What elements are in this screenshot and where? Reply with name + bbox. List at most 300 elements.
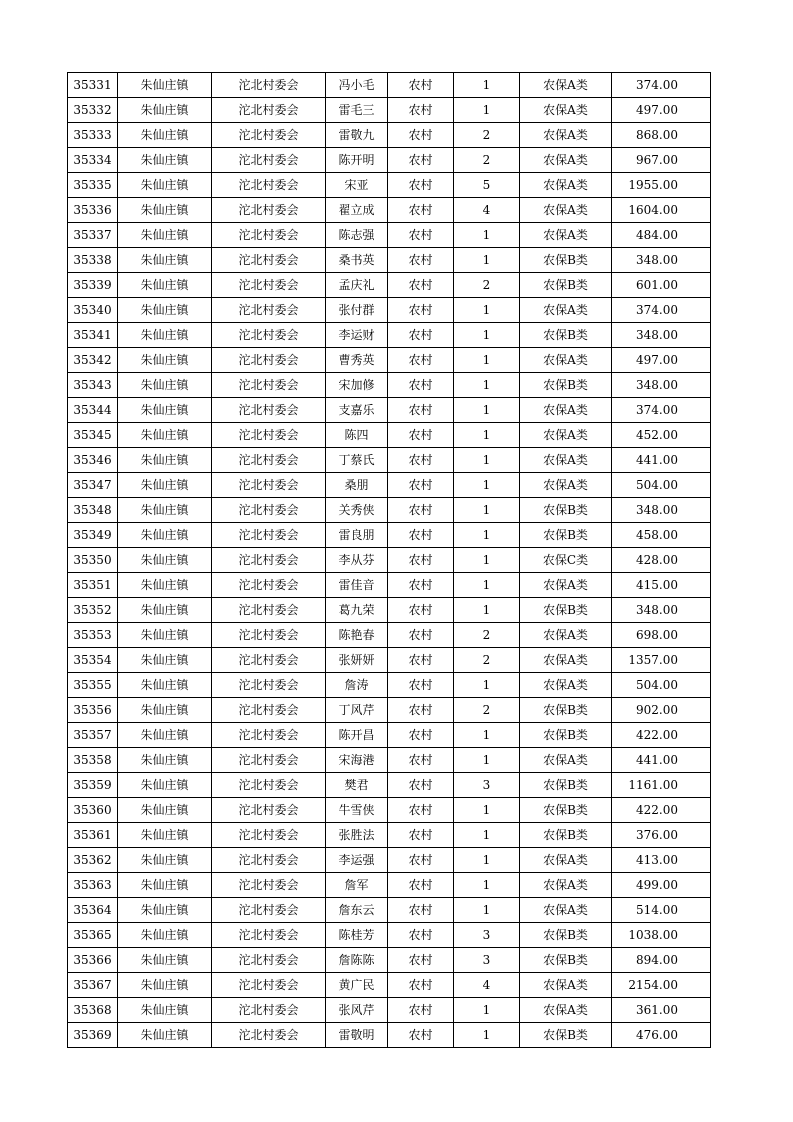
amount-cell: 484.00 [612,223,711,248]
village-committee-cell: 沱北村委会 [212,823,326,848]
household-count-cell: 4 [454,198,520,223]
insurance-category-cell: 农保A类 [520,348,612,373]
village-committee-cell: 沱北村委会 [212,1023,326,1048]
town-cell: 朱仙庄镇 [118,323,212,348]
household-count-cell: 3 [454,948,520,973]
person-name-cell: 雷敬九 [326,123,388,148]
village-committee-cell: 沱北村委会 [212,898,326,923]
household-count-cell: 1 [454,398,520,423]
row-number-cell: 35368 [68,998,118,1023]
table-row [68,823,711,848]
row-number-cell: 35334 [68,148,118,173]
amount-cell: 361.00 [612,998,711,1023]
village-committee-cell: 沱北村委会 [212,598,326,623]
table-row [68,648,711,673]
row-number-cell: 35337 [68,223,118,248]
town-cell: 朱仙庄镇 [118,73,212,98]
person-name-cell: 陈志强 [326,223,388,248]
household-count-cell: 1 [454,348,520,373]
household-count-cell: 1 [454,748,520,773]
insurance-category-cell: 农保B类 [520,698,612,723]
residence-type-cell: 农村 [388,73,454,98]
amount-cell: 348.00 [612,323,711,348]
person-name-cell: 关秀侠 [326,498,388,523]
residence-type-cell: 农村 [388,773,454,798]
row-number-cell: 35336 [68,198,118,223]
household-count-cell: 1 [454,723,520,748]
row-number-cell: 35353 [68,623,118,648]
row-number-cell: 35369 [68,1023,118,1048]
household-count-cell: 1 [454,1023,520,1048]
village-committee-cell: 沱北村委会 [212,873,326,898]
household-count-cell: 1 [454,373,520,398]
town-cell: 朱仙庄镇 [118,873,212,898]
amount-cell: 422.00 [612,723,711,748]
insurance-category-cell: 农保A类 [520,73,612,98]
person-name-cell: 翟立成 [326,198,388,223]
town-cell: 朱仙庄镇 [118,948,212,973]
table-row [68,598,711,623]
insurance-category-cell: 农保A类 [520,673,612,698]
town-cell: 朱仙庄镇 [118,223,212,248]
table-row [68,123,711,148]
town-cell: 朱仙庄镇 [118,598,212,623]
row-number-cell: 35354 [68,648,118,673]
residence-type-cell: 农村 [388,548,454,573]
village-committee-cell: 沱北村委会 [212,723,326,748]
village-committee-cell: 沱北村委会 [212,348,326,373]
town-cell: 朱仙庄镇 [118,473,212,498]
insurance-category-cell: 农保A类 [520,998,612,1023]
table-row [68,148,711,173]
residence-type-cell: 农村 [388,573,454,598]
amount-cell: 1604.00 [612,198,711,223]
insurance-category-cell: 农保A类 [520,448,612,473]
row-number-cell: 35360 [68,798,118,823]
town-cell: 朱仙庄镇 [118,723,212,748]
table-row [68,848,711,873]
amount-cell: 415.00 [612,573,711,598]
household-count-cell: 5 [454,173,520,198]
household-count-cell: 1 [454,298,520,323]
village-committee-cell: 沱北村委会 [212,648,326,673]
residence-type-cell: 农村 [388,523,454,548]
person-name-cell: 陈艳春 [326,623,388,648]
table-row [68,998,711,1023]
table-row [68,173,711,198]
amount-cell: 428.00 [612,548,711,573]
insurance-category-cell: 农保A类 [520,648,612,673]
village-committee-cell: 沱北村委会 [212,573,326,598]
table-row [68,548,711,573]
table-row [68,773,711,798]
insurance-category-cell: 农保B类 [520,273,612,298]
amount-cell: 476.00 [612,1023,711,1048]
person-name-cell: 冯小毛 [326,73,388,98]
village-committee-cell: 沱北村委会 [212,273,326,298]
residence-type-cell: 农村 [388,673,454,698]
person-name-cell: 张胜法 [326,823,388,848]
insurance-category-cell: 农保B类 [520,773,612,798]
village-committee-cell: 沱北村委会 [212,798,326,823]
village-committee-cell: 沱北村委会 [212,948,326,973]
row-number-cell: 35362 [68,848,118,873]
household-count-cell: 2 [454,623,520,648]
amount-cell: 348.00 [612,498,711,523]
person-name-cell: 孟庆礼 [326,273,388,298]
insurance-category-cell: 农保A类 [520,123,612,148]
table-row [68,473,711,498]
village-committee-cell: 沱北村委会 [212,973,326,998]
village-committee-cell: 沱北村委会 [212,848,326,873]
household-count-cell: 2 [454,123,520,148]
town-cell: 朱仙庄镇 [118,773,212,798]
person-name-cell: 雷良朋 [326,523,388,548]
person-name-cell: 丁风芹 [326,698,388,723]
amount-cell: 376.00 [612,823,711,848]
village-committee-cell: 沱北村委会 [212,98,326,123]
town-cell: 朱仙庄镇 [118,273,212,298]
person-name-cell: 陈开昌 [326,723,388,748]
household-count-cell: 1 [454,548,520,573]
amount-cell: 374.00 [612,73,711,98]
row-number-cell: 35359 [68,773,118,798]
town-cell: 朱仙庄镇 [118,448,212,473]
residence-type-cell: 农村 [388,198,454,223]
village-committee-cell: 沱北村委会 [212,548,326,573]
amount-cell: 504.00 [612,473,711,498]
village-committee-cell: 沱北村委会 [212,73,326,98]
household-count-cell: 3 [454,773,520,798]
person-name-cell: 丁蔡氏 [326,448,388,473]
residence-type-cell: 农村 [388,498,454,523]
town-cell: 朱仙庄镇 [118,1023,212,1048]
village-committee-cell: 沱北村委会 [212,773,326,798]
insurance-category-cell: 农保A类 [520,298,612,323]
table-row [68,248,711,273]
row-number-cell: 35357 [68,723,118,748]
household-count-cell: 2 [454,648,520,673]
town-cell: 朱仙庄镇 [118,398,212,423]
table-row [68,698,711,723]
town-cell: 朱仙庄镇 [118,248,212,273]
row-number-cell: 35332 [68,98,118,123]
town-cell: 朱仙庄镇 [118,198,212,223]
town-cell: 朱仙庄镇 [118,348,212,373]
amount-cell: 374.00 [612,298,711,323]
insurance-category-cell: 农保A类 [520,398,612,423]
town-cell: 朱仙庄镇 [118,173,212,198]
household-count-cell: 1 [454,473,520,498]
table-row [68,223,711,248]
village-committee-cell: 沱北村委会 [212,923,326,948]
amount-cell: 413.00 [612,848,711,873]
amount-cell: 452.00 [612,423,711,448]
amount-cell: 1357.00 [612,648,711,673]
village-committee-cell: 沱北村委会 [212,148,326,173]
table-row [68,623,711,648]
table-body [68,73,711,1048]
table-row [68,573,711,598]
insurance-category-cell: 农保A类 [520,198,612,223]
amount-cell: 441.00 [612,448,711,473]
village-committee-cell: 沱北村委会 [212,498,326,523]
row-number-cell: 35355 [68,673,118,698]
residence-type-cell: 农村 [388,823,454,848]
insurance-category-cell: 农保B类 [520,498,612,523]
person-name-cell: 李运财 [326,323,388,348]
residence-type-cell: 农村 [388,748,454,773]
person-name-cell: 詹涛 [326,673,388,698]
town-cell: 朱仙庄镇 [118,748,212,773]
residence-type-cell: 农村 [388,248,454,273]
row-number-cell: 35341 [68,323,118,348]
residence-type-cell: 农村 [388,173,454,198]
village-committee-cell: 沱北村委会 [212,448,326,473]
insurance-category-cell: 农保A类 [520,223,612,248]
town-cell: 朱仙庄镇 [118,623,212,648]
insurance-category-cell: 农保B类 [520,823,612,848]
person-name-cell: 雷毛三 [326,98,388,123]
household-count-cell: 1 [454,98,520,123]
table-row [68,298,711,323]
table-row [68,923,711,948]
insurance-category-cell: 农保B类 [520,248,612,273]
residence-type-cell: 农村 [388,798,454,823]
town-cell: 朱仙庄镇 [118,298,212,323]
table-row [68,498,711,523]
residence-type-cell: 农村 [388,1023,454,1048]
residence-type-cell: 农村 [388,998,454,1023]
row-number-cell: 35356 [68,698,118,723]
household-count-cell: 4 [454,973,520,998]
residence-type-cell: 农村 [388,98,454,123]
village-committee-cell: 沱北村委会 [212,198,326,223]
residence-type-cell: 农村 [388,898,454,923]
village-committee-cell: 沱北村委会 [212,373,326,398]
person-name-cell: 曹秀英 [326,348,388,373]
amount-cell: 348.00 [612,598,711,623]
amount-cell: 499.00 [612,873,711,898]
village-committee-cell: 沱北村委会 [212,298,326,323]
insurance-category-cell: 农保B类 [520,523,612,548]
household-count-cell: 1 [454,423,520,448]
person-name-cell: 张付群 [326,298,388,323]
row-number-cell: 35339 [68,273,118,298]
town-cell: 朱仙庄镇 [118,123,212,148]
village-committee-cell: 沱北村委会 [212,998,326,1023]
person-name-cell: 陈开明 [326,148,388,173]
person-name-cell: 桑朋 [326,473,388,498]
residence-type-cell: 农村 [388,398,454,423]
person-name-cell: 陈四 [326,423,388,448]
household-count-cell: 3 [454,923,520,948]
person-name-cell: 张妍妍 [326,648,388,673]
insurance-category-cell: 农保A类 [520,623,612,648]
household-count-cell: 2 [454,698,520,723]
table-row [68,523,711,548]
amount-cell: 504.00 [612,673,711,698]
household-count-cell: 1 [454,523,520,548]
village-committee-cell: 沱北村委会 [212,698,326,723]
town-cell: 朱仙庄镇 [118,548,212,573]
table-row [68,273,711,298]
table-row [68,673,711,698]
table-row [68,348,711,373]
village-committee-cell: 沱北村委会 [212,398,326,423]
residence-type-cell: 农村 [388,223,454,248]
person-name-cell: 张风芹 [326,998,388,1023]
town-cell: 朱仙庄镇 [118,698,212,723]
insurance-category-cell: 农保A类 [520,873,612,898]
residence-type-cell: 农村 [388,298,454,323]
amount-cell: 1038.00 [612,923,711,948]
insurance-category-cell: 农保A类 [520,173,612,198]
amount-cell: 2154.00 [612,973,711,998]
person-name-cell: 宋海港 [326,748,388,773]
insurance-category-cell: 农保B类 [520,798,612,823]
household-count-cell: 1 [454,823,520,848]
insurance-category-cell: 农保B类 [520,373,612,398]
insurance-category-cell: 农保A类 [520,573,612,598]
insurance-category-cell: 农保B类 [520,323,612,348]
household-count-cell: 1 [454,598,520,623]
row-number-cell: 35345 [68,423,118,448]
table-row [68,1023,711,1048]
insurance-category-cell: 农保A类 [520,973,612,998]
residence-type-cell: 农村 [388,273,454,298]
insurance-category-cell: 农保A类 [520,423,612,448]
town-cell: 朱仙庄镇 [118,898,212,923]
insurance-category-cell: 农保A类 [520,98,612,123]
person-name-cell: 雷佳音 [326,573,388,598]
table-row [68,723,711,748]
household-count-cell: 1 [454,448,520,473]
village-committee-cell: 沱北村委会 [212,323,326,348]
village-committee-cell: 沱北村委会 [212,473,326,498]
relief-roster-table [67,72,711,1048]
amount-cell: 497.00 [612,348,711,373]
table-row [68,423,711,448]
row-number-cell: 35349 [68,523,118,548]
row-number-cell: 35361 [68,823,118,848]
town-cell: 朱仙庄镇 [118,373,212,398]
insurance-category-cell: 农保A类 [520,473,612,498]
village-committee-cell: 沱北村委会 [212,248,326,273]
person-name-cell: 陈桂芳 [326,923,388,948]
household-count-cell: 1 [454,848,520,873]
insurance-category-cell: 农保B类 [520,948,612,973]
town-cell: 朱仙庄镇 [118,498,212,523]
table-row [68,98,711,123]
household-count-cell: 2 [454,148,520,173]
household-count-cell: 1 [454,673,520,698]
residence-type-cell: 农村 [388,448,454,473]
row-number-cell: 35351 [68,573,118,598]
town-cell: 朱仙庄镇 [118,973,212,998]
residence-type-cell: 农村 [388,423,454,448]
town-cell: 朱仙庄镇 [118,848,212,873]
village-committee-cell: 沱北村委会 [212,223,326,248]
village-committee-cell: 沱北村委会 [212,173,326,198]
row-number-cell: 35352 [68,598,118,623]
town-cell: 朱仙庄镇 [118,148,212,173]
row-number-cell: 35342 [68,348,118,373]
household-count-cell: 1 [454,223,520,248]
insurance-category-cell: 农保B类 [520,1023,612,1048]
row-number-cell: 35346 [68,448,118,473]
person-name-cell: 李从芬 [326,548,388,573]
household-count-cell: 1 [454,73,520,98]
person-name-cell: 樊君 [326,773,388,798]
insurance-category-cell: 农保A类 [520,898,612,923]
town-cell: 朱仙庄镇 [118,673,212,698]
person-name-cell: 詹军 [326,873,388,898]
town-cell: 朱仙庄镇 [118,823,212,848]
residence-type-cell: 农村 [388,648,454,673]
table-row [68,948,711,973]
town-cell: 朱仙庄镇 [118,998,212,1023]
row-number-cell: 35333 [68,123,118,148]
person-name-cell: 黄广民 [326,973,388,998]
amount-cell: 348.00 [612,248,711,273]
residence-type-cell: 农村 [388,598,454,623]
person-name-cell: 詹东云 [326,898,388,923]
person-name-cell: 雷敬明 [326,1023,388,1048]
amount-cell: 374.00 [612,398,711,423]
amount-cell: 601.00 [612,273,711,298]
amount-cell: 967.00 [612,148,711,173]
residence-type-cell: 农村 [388,973,454,998]
town-cell: 朱仙庄镇 [118,798,212,823]
village-committee-cell: 沱北村委会 [212,623,326,648]
household-count-cell: 1 [454,498,520,523]
table-row [68,973,711,998]
row-number-cell: 35348 [68,498,118,523]
table-row [68,748,711,773]
table-row [68,798,711,823]
table-row [68,198,711,223]
table-row [68,898,711,923]
household-count-cell: 1 [454,248,520,273]
insurance-category-cell: 农保A类 [520,148,612,173]
household-count-cell: 1 [454,798,520,823]
table-row [68,873,711,898]
residence-type-cell: 农村 [388,723,454,748]
table-row [68,73,711,98]
household-count-cell: 1 [454,898,520,923]
amount-cell: 514.00 [612,898,711,923]
person-name-cell: 李运强 [326,848,388,873]
residence-type-cell: 农村 [388,948,454,973]
household-count-cell: 1 [454,573,520,598]
amount-cell: 868.00 [612,123,711,148]
insurance-category-cell: 农保A类 [520,848,612,873]
residence-type-cell: 农村 [388,848,454,873]
insurance-category-cell: 农保C类 [520,548,612,573]
insurance-category-cell: 农保B类 [520,598,612,623]
village-committee-cell: 沱北村委会 [212,673,326,698]
row-number-cell: 35350 [68,548,118,573]
table-row [68,448,711,473]
person-name-cell: 宋亚 [326,173,388,198]
household-count-cell: 1 [454,873,520,898]
residence-type-cell: 农村 [388,473,454,498]
town-cell: 朱仙庄镇 [118,573,212,598]
insurance-category-cell: 农保B类 [520,723,612,748]
insurance-category-cell: 农保A类 [520,748,612,773]
amount-cell: 1955.00 [612,173,711,198]
